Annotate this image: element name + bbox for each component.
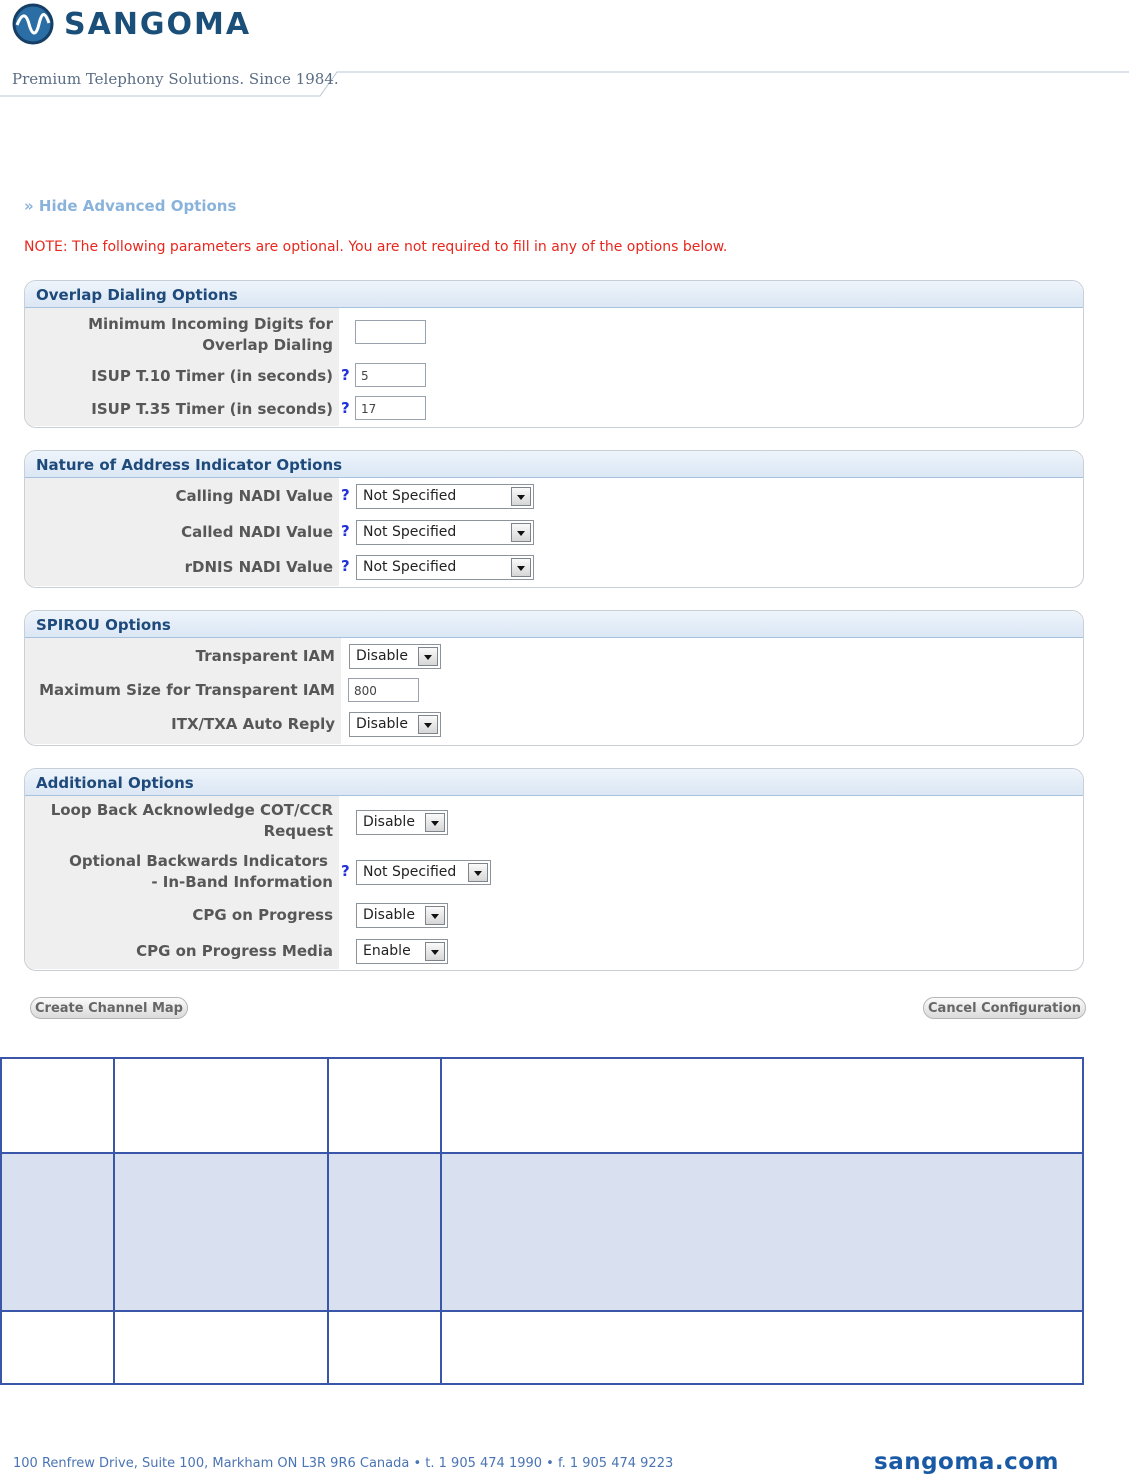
cpg-progress-label: CPG on Progress xyxy=(192,906,333,924)
help-icon[interactable]: ? xyxy=(341,522,350,540)
dropdown-arrow-icon[interactable] xyxy=(511,558,531,577)
called-nadi-label: Called NADI Value xyxy=(181,523,333,541)
dropdown-arrow-icon[interactable] xyxy=(425,942,445,961)
panel-title: Overlap Dialing Options xyxy=(25,281,1083,308)
spirou-panel xyxy=(24,610,1084,746)
t10-label: ISUP T.10 Timer (in seconds) xyxy=(91,367,333,385)
obi-select[interactable]: Not Specified xyxy=(356,860,491,885)
transparent-iam-select[interactable]: Disable xyxy=(349,644,441,669)
sangoma-logo xyxy=(12,2,251,46)
t35-label: ISUP T.35 Timer (in seconds) xyxy=(91,400,333,418)
itx-txa-label: ITX/TXA Auto Reply xyxy=(171,715,335,733)
panel-title: SPIROU Options xyxy=(25,611,1083,638)
additional-options-panel xyxy=(24,768,1084,971)
transparent-iam-label: Transparent IAM xyxy=(195,647,335,665)
cpg-progress-media-select[interactable]: Enable xyxy=(356,939,448,964)
optional-note: NOTE: The following parameters are optional. You are not required to fill in any of the options below. xyxy=(24,239,728,255)
help-icon[interactable]: ? xyxy=(341,366,350,384)
dropdown-arrow-icon[interactable] xyxy=(511,487,531,506)
table-row xyxy=(1,1311,1083,1384)
t10-input[interactable]: 5 xyxy=(355,363,426,387)
obi-label: Optional Backwards Indicators - In-Band Information xyxy=(69,852,333,891)
loopback-select[interactable]: Disable xyxy=(356,810,448,835)
dropdown-arrow-icon[interactable] xyxy=(468,863,488,882)
max-size-input[interactable]: 800 xyxy=(348,678,419,702)
table-row xyxy=(1,1153,1083,1311)
max-size-label: Maximum Size for Transparent IAM xyxy=(39,681,335,699)
itx-txa-select[interactable]: Disable xyxy=(349,712,441,737)
min-digits-label: Minimum Incoming Digits for Overlap Dialing xyxy=(88,315,333,354)
help-icon[interactable]: ? xyxy=(341,399,350,417)
tagline: Premium Telephony Solutions. Since 1984. xyxy=(12,70,339,88)
overlap-dialing-panel xyxy=(24,280,1084,428)
dropdown-arrow-icon[interactable] xyxy=(425,813,445,832)
hide-advanced-options-link[interactable]: » Hide Advanced Options xyxy=(24,197,237,215)
brand-name: SANGOMA xyxy=(64,6,252,42)
help-icon[interactable]: ? xyxy=(341,557,350,575)
cpg-progress-media-label: CPG on Progress Media xyxy=(136,942,333,960)
footer-address: 100 Renfrew Drive, Suite 100, Markham ON L3R 9R6 Canada • t. 1 905 474 1990 • f. 1 905 474 9223 xyxy=(13,1456,674,1471)
footer-website: sangoma.com xyxy=(874,1449,1059,1475)
help-icon[interactable]: ? xyxy=(341,862,350,880)
calling-nadi-select[interactable]: Not Specified xyxy=(356,484,534,509)
t35-input[interactable]: 17 xyxy=(355,396,426,420)
min-digits-input[interactable] xyxy=(355,320,426,344)
called-nadi-select[interactable]: Not Specified xyxy=(356,520,534,545)
loopback-label: Loop Back Acknowledge COT/CCR Request xyxy=(50,801,333,840)
rdnis-nadi-label: rDNIS NADI Value xyxy=(184,558,333,576)
rdnis-nadi-select[interactable]: Not Specified xyxy=(356,555,534,580)
dropdown-arrow-icon[interactable] xyxy=(418,647,438,666)
dropdown-arrow-icon[interactable] xyxy=(425,906,445,925)
cancel-configuration-button[interactable]: Cancel Configuration xyxy=(923,997,1086,1019)
calling-nadi-label: Calling NADI Value xyxy=(175,487,333,505)
empty-table xyxy=(0,1057,1084,1385)
dropdown-arrow-icon[interactable] xyxy=(418,715,438,734)
sangoma-wave-icon xyxy=(12,3,54,45)
nadi-panel xyxy=(24,450,1084,588)
create-channel-map-button[interactable]: Create Channel Map xyxy=(30,997,188,1019)
panel-title: Additional Options xyxy=(25,769,1083,796)
table-row xyxy=(1,1058,1083,1153)
dropdown-arrow-icon[interactable] xyxy=(511,523,531,542)
cpg-progress-select[interactable]: Disable xyxy=(356,903,448,928)
help-icon[interactable]: ? xyxy=(341,486,350,504)
panel-title: Nature of Address Indicator Options xyxy=(25,451,1083,478)
